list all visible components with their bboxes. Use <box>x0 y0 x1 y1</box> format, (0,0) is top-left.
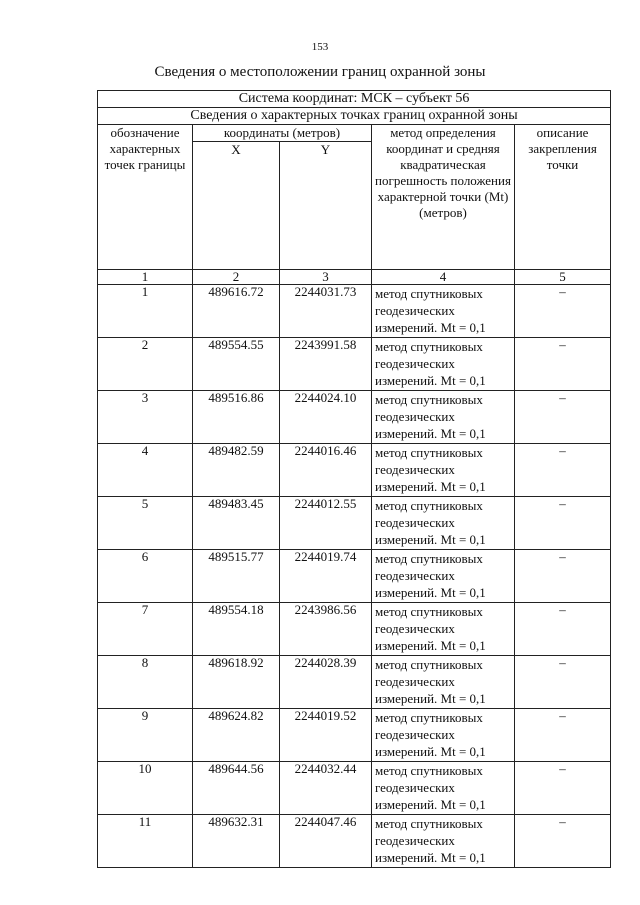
point-number-cell: 1 <box>98 285 193 338</box>
table-row <box>98 815 611 868</box>
method-line: геодезических <box>375 515 455 530</box>
document-title: Сведения о местоположении границ охранной зоны <box>154 64 486 80</box>
method-line: измерений. Mt = 0,1 <box>375 691 486 706</box>
table-row <box>98 550 611 603</box>
method-line: метод спутниковых <box>375 498 483 513</box>
header-coords: координаты (метров) <box>193 125 372 142</box>
x-coordinate-cell: 489483.45 <box>193 497 280 550</box>
method-cell <box>372 603 515 656</box>
method-line: измерений. Mt = 0,1 <box>375 797 486 812</box>
method-line: метод спутниковых <box>375 710 483 725</box>
method-line: измерений. Mt = 0,1 <box>375 585 486 600</box>
x-coordinate-cell: 489482.59 <box>193 444 280 497</box>
coordinate-system-cell: Система координат: МСК – субъект 56 <box>98 91 611 108</box>
method-line: измерений. Mt = 0,1 <box>375 744 486 759</box>
point-number-cell: 9 <box>98 709 193 762</box>
y-coordinate-cell: 2243991.58 <box>280 338 372 391</box>
header-row-1 <box>98 125 611 142</box>
method-line: метод спутниковых <box>375 551 483 566</box>
method-line: измерений. Mt = 0,1 <box>375 532 486 547</box>
method-line: геодезических <box>375 356 455 371</box>
y-coordinate-cell: 2244028.39 <box>280 656 372 709</box>
table-row <box>98 497 611 550</box>
method-line: метод спутниковых <box>375 445 483 460</box>
y-coordinate-cell: 2244012.55 <box>280 497 372 550</box>
column-number-row <box>98 270 611 285</box>
boundary-points-table <box>97 90 611 868</box>
method-line: геодезических <box>375 833 455 848</box>
table-row <box>98 709 611 762</box>
page-number: 153 <box>311 41 329 53</box>
method-cell <box>372 497 515 550</box>
method-line: геодезических <box>375 780 455 795</box>
point-number-cell: 6 <box>98 550 193 603</box>
point-number-cell: 8 <box>98 656 193 709</box>
method-cell <box>372 709 515 762</box>
method-cell <box>372 762 515 815</box>
header-point: обозначение характерных точек границы <box>98 125 193 270</box>
point-number-cell: 4 <box>98 444 193 497</box>
method-line: измерений. Mt = 0,1 <box>375 426 486 441</box>
method-line: геодезических <box>375 568 455 583</box>
method-line: измерений. Mt = 0,1 <box>375 638 486 653</box>
description-cell: – <box>515 815 611 868</box>
method-line: метод спутниковых <box>375 816 483 831</box>
method-line: геодезических <box>375 409 455 424</box>
y-coordinate-cell: 2244047.46 <box>280 815 372 868</box>
method-line: измерений. Mt = 0,1 <box>375 320 486 335</box>
x-coordinate-cell: 489554.55 <box>193 338 280 391</box>
header-description: описание закрепления точки <box>515 125 611 270</box>
method-cell <box>372 550 515 603</box>
coordinate-system-row <box>98 91 611 108</box>
column-number: 2 <box>193 270 280 285</box>
header-x: X <box>193 142 280 270</box>
table-row <box>98 603 611 656</box>
table-row <box>98 285 611 338</box>
method-line: метод спутниковых <box>375 763 483 778</box>
method-line: геодезических <box>375 674 455 689</box>
header-method: метод определения координат и средняя квадратическая погрешность положения характерной точки (Mt) (метров) <box>372 125 515 270</box>
table-row <box>98 444 611 497</box>
method-line: метод спутниковых <box>375 657 483 672</box>
description-cell: – <box>515 709 611 762</box>
method-cell <box>372 815 515 868</box>
y-coordinate-cell: 2244016.46 <box>280 444 372 497</box>
y-coordinate-cell: 2243986.56 <box>280 603 372 656</box>
method-line: метод спутниковых <box>375 392 483 407</box>
x-coordinate-cell: 489616.72 <box>193 285 280 338</box>
method-line: геодезических <box>375 303 455 318</box>
x-coordinate-cell: 489516.86 <box>193 391 280 444</box>
x-coordinate-cell: 489644.56 <box>193 762 280 815</box>
y-coordinate-cell: 2244031.73 <box>280 285 372 338</box>
x-coordinate-cell: 489515.77 <box>193 550 280 603</box>
description-cell: – <box>515 338 611 391</box>
description-cell: – <box>515 550 611 603</box>
x-coordinate-cell: 489624.82 <box>193 709 280 762</box>
column-number: 5 <box>515 270 611 285</box>
method-line: геодезических <box>375 462 455 477</box>
method-line: измерений. Mt = 0,1 <box>375 479 486 494</box>
header-y: Y <box>280 142 372 270</box>
point-number-cell: 3 <box>98 391 193 444</box>
method-cell <box>372 656 515 709</box>
point-number-cell: 10 <box>98 762 193 815</box>
table-subtitle-cell: Сведения о характерных точках границ охранной зоны <box>98 108 611 125</box>
method-line: метод спутниковых <box>375 604 483 619</box>
method-cell <box>372 391 515 444</box>
table-row <box>98 391 611 444</box>
method-line: геодезических <box>375 727 455 742</box>
point-number-cell: 11 <box>98 815 193 868</box>
description-cell: – <box>515 285 611 338</box>
y-coordinate-cell: 2244019.74 <box>280 550 372 603</box>
table-row <box>98 762 611 815</box>
method-line: метод спутниковых <box>375 286 483 301</box>
description-cell: – <box>515 656 611 709</box>
x-coordinate-cell: 489554.18 <box>193 603 280 656</box>
x-coordinate-cell: 489632.31 <box>193 815 280 868</box>
table-body <box>98 91 611 868</box>
x-coordinate-cell: 489618.92 <box>193 656 280 709</box>
table-subtitle-row <box>98 108 611 125</box>
description-cell: – <box>515 391 611 444</box>
table-row <box>98 656 611 709</box>
method-line: измерений. Mt = 0,1 <box>375 850 486 865</box>
y-coordinate-cell: 2244019.52 <box>280 709 372 762</box>
method-line: геодезических <box>375 621 455 636</box>
description-cell: – <box>515 444 611 497</box>
point-number-cell: 7 <box>98 603 193 656</box>
method-cell <box>372 285 515 338</box>
description-cell: – <box>515 497 611 550</box>
y-coordinate-cell: 2244024.10 <box>280 391 372 444</box>
method-cell <box>372 338 515 391</box>
table-row <box>98 338 611 391</box>
description-cell: – <box>515 603 611 656</box>
method-line: измерений. Mt = 0,1 <box>375 373 486 388</box>
column-number: 1 <box>98 270 193 285</box>
method-line: метод спутниковых <box>375 339 483 354</box>
column-number: 3 <box>280 270 372 285</box>
method-cell <box>372 444 515 497</box>
description-cell: – <box>515 762 611 815</box>
point-number-cell: 2 <box>98 338 193 391</box>
point-number-cell: 5 <box>98 497 193 550</box>
column-number: 4 <box>372 270 515 285</box>
y-coordinate-cell: 2244032.44 <box>280 762 372 815</box>
